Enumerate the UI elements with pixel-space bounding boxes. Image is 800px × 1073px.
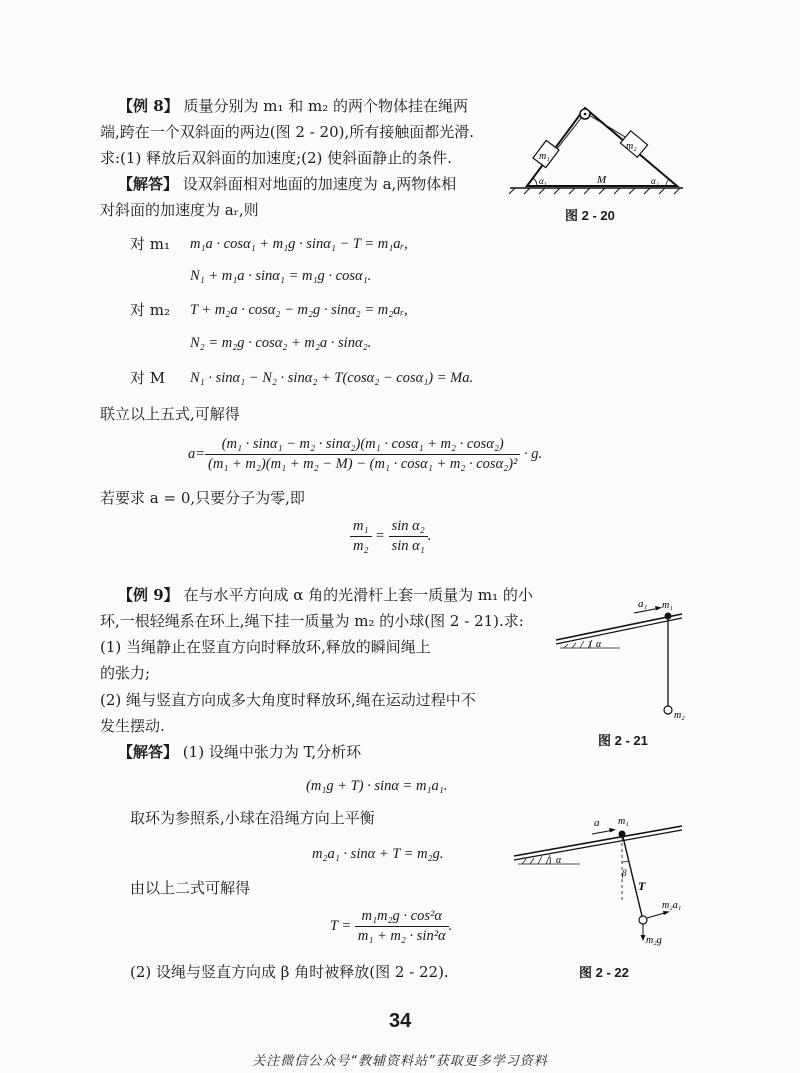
ex9-derive-text: 由以上二式可解得 <box>130 879 251 897</box>
tension-fraction <box>355 908 449 945</box>
example-8-line1 <box>118 94 468 118</box>
sine-ratio-num: sin α₂ <box>389 518 428 537</box>
example-8-answer-tag: 【解答】 <box>118 175 179 193</box>
fig20-caption: 图 2 - 20 <box>565 208 615 223</box>
example-8-tag: 【例 8】 <box>118 97 179 115</box>
tension-end: . <box>448 918 453 934</box>
example-9-line4: 的张力; <box>100 664 151 682</box>
formula-fraction <box>205 436 520 473</box>
equation-3: T + m₂a · cosα₂ − m₂g · sinα₂ = m₂aᵣ, <box>190 302 408 318</box>
example-9-answer-text1: (1) 设绳中张力为 T,分析环 <box>182 743 362 761</box>
example-8-answer-line2: 对斜面的加速度为 aᵣ,则 <box>100 201 259 219</box>
figure-2-20 <box>505 100 685 195</box>
fig22-alpha: α <box>556 855 562 866</box>
example-9-line3: (1) 当绳静止在竖直方向时释放环,释放的瞬间绳上 <box>100 638 431 656</box>
fig22-m2g: m₂g <box>646 935 662 946</box>
fig21-m2: m₂ <box>674 710 685 721</box>
fig22-m2a1: m₂a₁ <box>662 900 682 911</box>
fig20-alpha1: α₁ <box>539 176 547 186</box>
example-8-text1: 质量分别为 m₁ 和 m₂ 的两个物体挂在绳两 <box>183 97 469 115</box>
formula-rhs: · g. <box>524 446 543 462</box>
ex9-equation-2: m₂a₁ · sinα + T = m₂g. <box>312 846 444 862</box>
example-9-tag: 【例 9】 <box>118 586 179 604</box>
fig20-M: M <box>597 174 607 186</box>
ex9-reference-text: 取环为参照系,小球在沿绳方向上平衡 <box>130 809 375 827</box>
fig22-beta: β <box>622 868 627 878</box>
equation-2: N₁ + m₁a · sinα₁ = m₁g · cosα₁. <box>190 268 372 284</box>
equation-4: N₂ = m₂g · cosα₂ + m₂a · sinα₂. <box>190 335 372 351</box>
page-number: 34 <box>389 1010 412 1032</box>
example-9-answer-line1 <box>118 740 361 764</box>
fig21-caption: 图 2 - 21 <box>598 733 648 748</box>
fig20-m2: m₂ <box>626 141 637 152</box>
example-8-line2: 端,跨在一个双斜面的两边(图 2 - 20),所有接触面都光滑. <box>100 123 475 141</box>
example-8-answer-line1 <box>118 172 456 196</box>
mass-ratio-den: m₂ <box>353 538 369 554</box>
formula-numerator: (m₁ · sinα₁ − m₂ · sinα₂)(m₁ · cosα₁ + m₂ · cosα₂) <box>205 436 520 455</box>
label-m1: 对 m₁ <box>130 235 171 253</box>
fig21-alpha: α <box>596 639 602 650</box>
label-m2: 对 m₂ <box>130 301 171 319</box>
ratio-equals: = <box>375 528 385 544</box>
acceleration-formula <box>188 436 542 473</box>
figure-2-21 <box>550 598 700 723</box>
ex9-part2-text: (2) 设绳与竖直方向成 β 角时被释放(图 2 - 22). <box>130 963 449 981</box>
equation-1: m₁a · cosα₁ + m₁g · sinα₁ − T = m₁aᵣ, <box>190 236 408 252</box>
tension-numerator: m₁m₂g · cos²α <box>355 908 449 927</box>
mass-ratio <box>350 518 372 555</box>
example-9-answer-tag: 【解答】 <box>118 743 179 761</box>
sine-ratio-den: sin α₁ <box>391 538 425 554</box>
fig20-alpha2: α₂ <box>651 176 659 186</box>
ratio-formula <box>350 518 431 555</box>
fig20-m1: m₁ <box>539 151 550 162</box>
equation-5: N₁ · sinα₁ − N₂ · sinα₂ + T(cosα₂ − cosα₁) = Ma. <box>190 370 474 386</box>
footer-note: 关注微信公众号“教辅资料站”获取更多学习资料 <box>252 1054 548 1069</box>
tension-denominator: m₁ + m₂ · sin²α <box>357 928 446 944</box>
fig21-a1: a₁ <box>638 598 648 610</box>
condition-text: 若要求 a = 0,只要分子为零,即 <box>100 489 305 507</box>
fig21-m1: m₁ <box>662 600 673 611</box>
sine-ratio <box>389 518 428 555</box>
combine-text: 联立以上五式,可解得 <box>100 405 240 423</box>
formula-lhs: a= <box>188 446 206 462</box>
example-8-answer-text1: 设双斜面相对地面的加速度为 a,两物体相 <box>182 175 457 193</box>
label-M: 对 M <box>130 369 166 387</box>
example-9-text1: 在与水平方向成 α 角的光滑杆上套一质量为 m₁ 的小 <box>183 586 533 604</box>
figure-2-22 <box>510 812 700 952</box>
formula-denominator: (m₁ + m₂)(m₁ + m₂ − M) − (m₁ · cosα₁ + m₂ · cosα₂)² <box>208 456 518 472</box>
example-9-line6: 发生摆动. <box>100 717 165 735</box>
fig22-caption: 图 2 - 22 <box>579 965 629 980</box>
example-9-line5: (2) 绳与竖直方向成多大角度时释放环,绳在运动过程中不 <box>100 691 476 709</box>
tension-lhs: T = <box>330 918 352 934</box>
fig22-T: T <box>638 879 646 893</box>
fig22-m1: m₁ <box>618 816 629 827</box>
example-9-line2: 环,一根轻绳系在环上,绳下挂一质量为 m₂ 的小球(图 2 - 21).求: <box>100 612 524 630</box>
ex9-equation-1: (m₁g + T) · sinα = m₁a₁. <box>306 778 448 794</box>
example-8-line3: 求:(1) 释放后双斜面的加速度;(2) 使斜面静止的条件. <box>100 149 452 167</box>
fig22-a: a <box>594 817 600 829</box>
tension-formula <box>330 908 452 945</box>
example-9-line1 <box>118 583 533 607</box>
ratio-end: . <box>427 528 432 544</box>
mass-ratio-num: m₁ <box>350 518 372 537</box>
